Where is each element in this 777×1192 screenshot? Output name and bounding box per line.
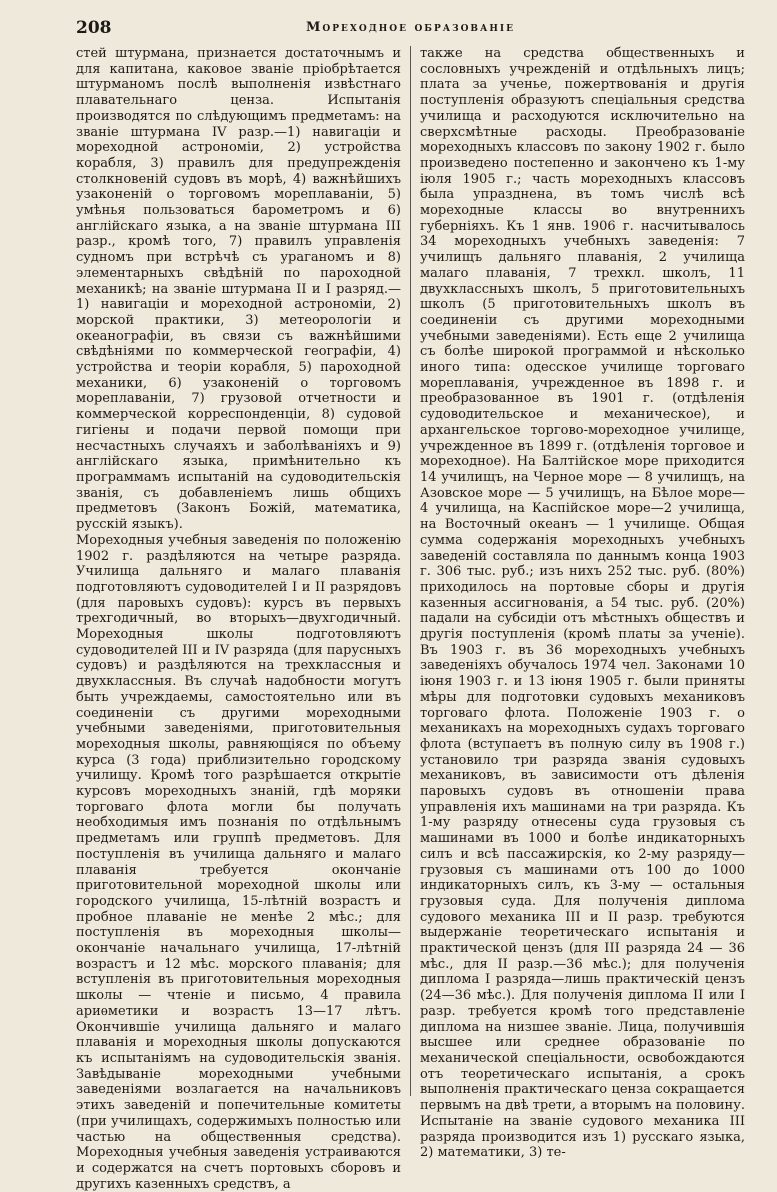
page-number: 208 [76, 18, 112, 38]
paragraph: Мореходныя учебныя заведенія по положенію 1902 г. раздѣляются на четыре разряда. Училища дальняго и малаго плаванія подготовляютъ судоводителей I и II разрядовъ (для паровыхъ судовъ): курсъ въ первыхъ трехгодичный, во вторыхъ—двухгодичный. Мореходныя школы подготовляютъ судоводителей III и IV разряда (для парусныхъ судовъ) и раздѣляются на трехклассныя и двухклассныя. Въ случаѣ надобности могутъ быть учреждаемы, самостоятельно или въ соединеніи съ другими мореходными учебными заведеніями, приготовительныя мореходныя школы, равняющіяся по объему курса (3 года) приблизительно городскому училищу. Кромѣ того разрѣшается открытіе курсовъ мореходныхъ знаній, гдѣ моряки торговаго флота могли бы получать необходимыя имъ познанія по отдѣльнымъ предметамъ или группѣ предметовъ. Для поступленія въ училища дальняго и малаго плаванія требуется окончаніе приготовительной мореходной школы или городского училища, 15-лѣтній возрастъ и пробное плаваніе не менѣе 2 мѣс.; для поступленія въ мореходныя школы—окончаніе начальнаго училища, 17-лѣтній возрастъ и 12 мѣс. морского плаванія; для вступленія въ приготовительныя мореходныя школы — чтеніе и письмо, 4 правила ариѳметики и возрастъ 13—17 лѣтъ. Окончившіе училища дальняго и малаго плаванія и мореходныя школы допускаются къ испытаніямъ на судоводительскія званія. Завѣдываніе мореходными учебными заведеніями возлагается на начальниковъ этихъ заведеній и попечительные комитеты (при училищахъ, содержимыхъ полностью или частью на общественныя средства). Мореходныя учебныя заведенія устраиваются и содержатся на счетъ портовыхъ сборовъ и другихъ казенныхъ средствъ, а [76, 532, 401, 1192]
page-header [76, 16, 745, 46]
running-head: Мореходное образованіе [306, 20, 515, 35]
left-column [76, 46, 401, 1192]
right-column [419, 46, 745, 1161]
text-columns [76, 46, 745, 1192]
paragraph: также на средства общественныхъ и сословныхъ учрежденій и отдѣльныхъ лицъ; плата за ученье, пожертвованія и другія поступленія образуютъ спеціальныя средства училища и расходуются исключительно на сверхсмѣтные расходы. Преобразованіе мореходныхъ классовъ по закону 1902 г. было произведено постепенно и закончено къ 1-му іюля 1905 г.; часть мореходныхъ классовъ была упразднена, въ томъ числѣ всѣ мореходные классы во внутреннихъ губерніяхъ. Къ 1 янв. 1906 г. насчитывалось 34 мореходныхъ учебныхъ заведенія: 7 училищъ дальняго плаванія, 2 училища малаго плаванія, 7 трехкл. школъ, 11 двухклассныхъ школъ, 5 приготовительныхъ школъ (5 приготовительныхъ школъ въ соединеніи съ другими мореходными учебными заведеніями). Есть еще 2 училища съ болѣе широкой программой и нѣсколько иного типа: одесское училище торговаго мореплаванія, учрежденное въ 1898 г. и преобразованное въ 1901 г. (отдѣленія судоводительское и механическое), и архангельское торгово-мореходное училище, учрежденное въ 1899 г. (отдѣленія торговое и мореходное). На Балтійское море приходится 14 училищъ, на Черное море — 8 училищъ, на Азовское море — 5 училищъ, на Бѣлое море—4 училища, на Каспійское море—2 училища, на Восточный океанъ — 1 училище. Общая сумма содержанія мореходныхъ учебныхъ заведеній составляла по даннымъ конца 1903 г. 306 тыс. руб.; изъ нихъ 252 тыс. руб. (80%) приходилось на портовые сборы и другія казенныя ассигнованія, а 54 тыс. руб. (20%) падали на субсидіи отъ мѣстныхъ обществъ и другія поступленія (кромѣ платы за ученіе). Въ 1903 г. въ 36 мореходныхъ учебныхъ заведеніяхъ обучалось 1974 чел. Законами 10 іюня 1903 г. и 13 іюня 1905 г. были приняты мѣры для подготовки судовыхъ механиковъ торговаго флота. Положеніе 1903 г. о механикахъ на мореходныхъ судахъ торговаго флота (вступаетъ въ полную силу въ 1908 г.) установило три разряда званія судовыхъ механиковъ, въ зависимости отъ дѣленія паровыхъ судовъ въ отношеніи права управленія ихъ машинами на три разряда. Къ 1-му разряду отнесены суда грузовыя съ машинами въ 1000 и болѣе индикаторныхъ силъ и всѣ пассажирскія, ко 2-му разряду—грузовыя съ машинами отъ 100 до 1000 индикаторныхъ силъ, къ 3-му — остальныя грузовыя суда. Для полученія диплома судового механика III и II разр. требуются выдержаніе теоретическаго испытанія и практической цензъ (для III разряда 24 — 36 мѣс., для II разр.—36 мѣс.); для полученія диплома I разряда—лишь практическій цензъ (24—36 мѣс.). Для полученія диплома II или I разр. требуется кромѣ того представленіе диплома на низшее званіе. Лица, получившія высшее или среднее образованіе по механической спеціальности, освобождаются отъ теоретическаго испытанія, а срокъ выполненія практическаго ценза сокращается первымъ на двѣ трети, а вторымъ на половину. Испытаніе на званіе судового механика III разряда производится изъ 1) русскаго языка, 2) математики, 3) те- [419, 46, 745, 1161]
column-divider [410, 46, 411, 1096]
paragraph: стей штурмана, признается достаточнымъ и для капитана, каковое званіе пріобрѣтается штурманомъ послѣ выполненія извѣстнаго плавательнаго ценза. Испытанія производятся по слѣдующимъ предметамъ: на званіе штурмана IV разр.—1) навигаціи и мореходной астрономіи, 2) устройства корабля, 3) правилъ для предупрежденія столкновеній судовъ въ морѣ, 4) важнѣйшихъ узаконеній о торговомъ мореплаваніи, 5) умѣнья пользоваться барометромъ и 6) англійскаго языка, а на званіе штурмана III разр., кромѣ того, 7) правилъ управленія судномъ при встрѣчѣ съ ураганомъ и 8) элементарныхъ свѣдѣній по пароходной механикѣ; на званіе штурмана II и I разряд.—1) навигаціи и мореходной астрономіи, 2) морской практики, 3) метеорологіи и океанографіи, въ связи съ важнѣйшими свѣдѣніями по коммерческой географіи, 4) устройства и теоріи корабля, 5) пароходной механики, 6) узаконеній о торговомъ мореплаваніи, 7) грузовой отчетности и коммерческой корреспонденціи, 8) судовой гигіены и подачи первой помощи при несчастныхъ случаяхъ и заболѣваніяхъ и 9) англійскаго языка, примѣнительно къ программамъ испытаній на судоводительскія званія, съ добавленіемъ лишь общихъ предметовъ (Законъ Божій, математика, русскій языкъ). [76, 46, 401, 533]
